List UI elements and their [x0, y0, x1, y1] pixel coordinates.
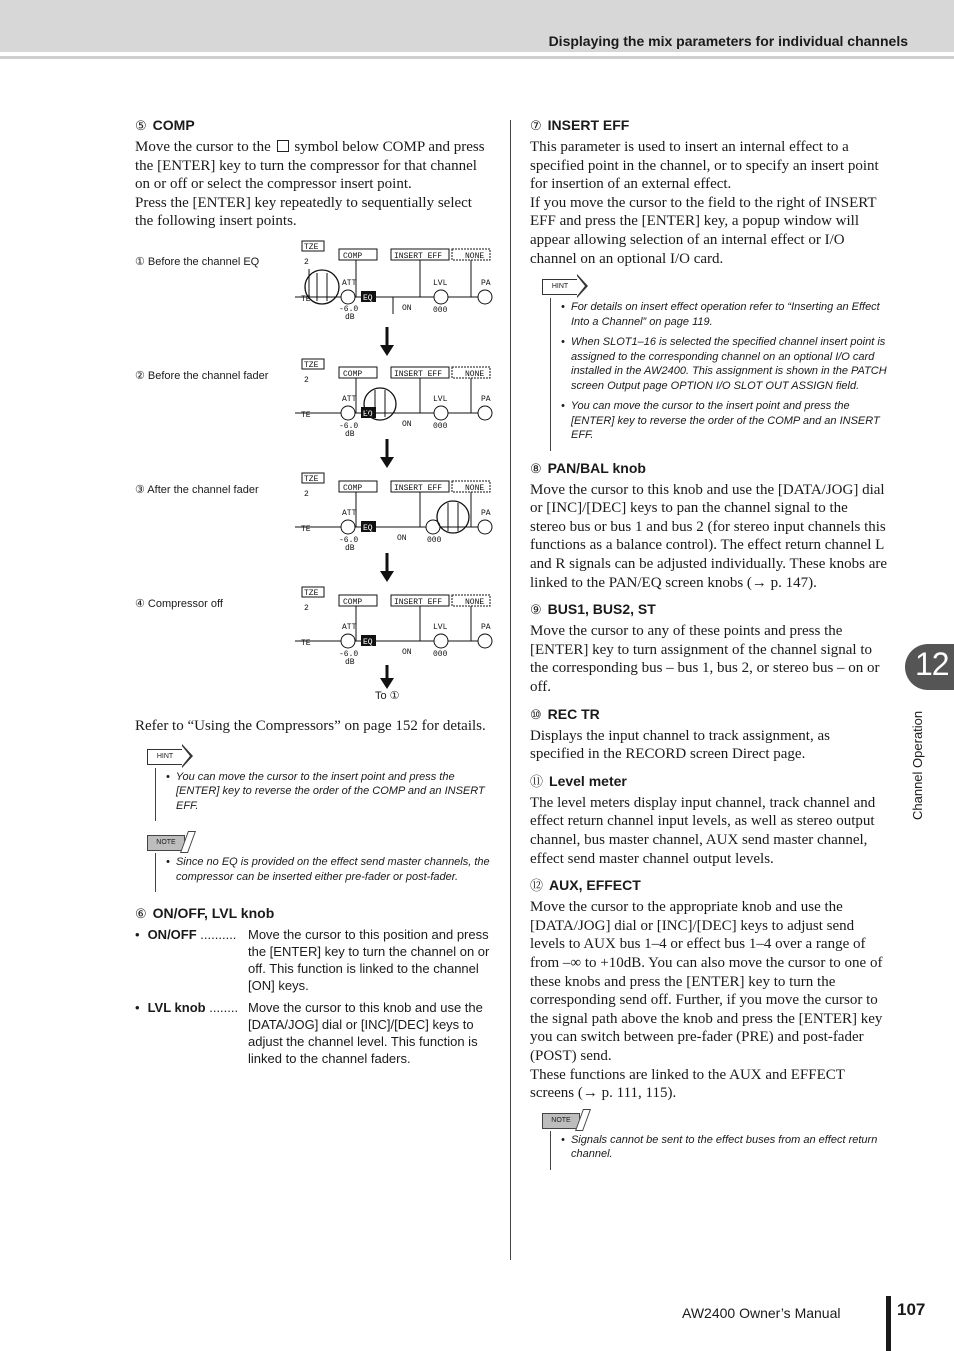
column-divider — [510, 120, 511, 1260]
channel-screen-1 — [295, 239, 495, 369]
svg-text:TZE: TZE — [304, 360, 319, 370]
svg-text:TE: TE — [301, 294, 311, 304]
note-item: • Since no EQ is provided on the effect send master channels, the compressor can be inserted either pre-fader or post-fader. — [166, 856, 490, 883]
svg-text:2: 2 — [304, 603, 309, 613]
section-heading-rectr — [530, 705, 887, 724]
insert-eff-field: INSERT EFF — [394, 369, 443, 379]
term-label: LVL knob — [147, 1000, 206, 1016]
on-label: ON — [402, 647, 412, 657]
svg-text:TE: TE — [301, 410, 311, 420]
arrow-down-icon — [380, 553, 394, 583]
none-field: NONE — [465, 369, 485, 379]
section-number: ⑤ — [135, 118, 147, 133]
note-item: • Signals cannot be sent to the effect buses from an effect return channel. — [561, 1133, 878, 1161]
aux-paragraph-2: These functions are linked to the AUX and EFFECT screens (→ p. 111, 115). — [530, 1066, 845, 1102]
leader-dots: ........ — [209, 1000, 239, 1016]
arrow-down-icon — [380, 327, 394, 357]
note-body — [155, 853, 492, 892]
channel-screen-4 — [295, 585, 495, 675]
note-tag-label: NOTE — [147, 835, 185, 851]
diagram-label-1: ① Before the channel EQ — [135, 255, 260, 268]
hint-item: • You can move the cursor to the insert point and press the [ENTER] key to reverse the order of the COMP and an INSERT EFF. — [166, 770, 485, 812]
eq-block: EQ — [363, 293, 373, 303]
section-title: PAN/BAL knob — [547, 459, 646, 476]
lvl-label: LVL — [433, 622, 448, 632]
running-header: Displaying the mix parameters for individual channels — [548, 33, 908, 49]
section-number: ⑫ — [530, 878, 544, 894]
section-title: BUS1, BUS2, ST — [547, 601, 656, 618]
chapter-label: Channel Operation — [910, 710, 925, 820]
insert-eff-field: INSERT EFF — [394, 483, 443, 493]
eq-block: EQ — [363, 523, 373, 533]
right-column — [530, 116, 887, 1170]
channel-screen-3 — [295, 471, 495, 571]
comp-paragraph-2: Press the [ENTER] key repeatedly to sequentially select the following insert points. — [135, 194, 472, 230]
note-tag-icon — [542, 1109, 588, 1131]
left-column — [135, 116, 492, 1072]
svg-text:-6.0: -6.0 — [339, 649, 359, 659]
svg-text:-6.0: -6.0 — [339, 304, 359, 314]
comp-field: COMP — [343, 251, 363, 261]
to-label: To ① — [375, 689, 400, 702]
eq-block: EQ — [363, 409, 373, 419]
section-number: ⑦ — [530, 118, 542, 133]
note-box-left — [135, 831, 492, 892]
att-label: ATT — [342, 622, 357, 632]
note-box-right — [530, 1109, 887, 1170]
comp-text-before: Move the cursor to the — [135, 139, 271, 155]
svg-text:PA: PA — [481, 278, 491, 288]
comp-paragraph-1 — [135, 138, 492, 194]
section-number: ⑩ — [530, 706, 542, 722]
definition-term: • ON/OFF .......... — [135, 927, 237, 943]
none-field: NONE — [465, 483, 485, 493]
on-label: ON — [397, 533, 407, 543]
svg-text:PA: PA — [481, 622, 491, 632]
note-tag-icon — [147, 831, 193, 853]
aux-paragraph-1: Move the cursor to the appropriate knob and use the [DATA/JOG] dial or [INC]/[DEC] keys to adjust send levels to AUX bus 1–4 or effect bus 1–4 over a range of from –∞ to +10dB. You can also move the cursor to one of these knobs and press the [ENTER] key to turn the corresponding send off. Further, if you move the cursor to the signal path above the knob and press the [ENTER] key you can switch between pre-fader (PRE) and post-fader (POST) send. — [530, 899, 883, 1064]
section-title: INSERT EFF — [547, 117, 630, 133]
definition-lvl-knob — [135, 999, 492, 1067]
svg-text:TZE: TZE — [304, 242, 319, 252]
svg-text:-6.0: -6.0 — [339, 535, 359, 545]
comp-field: COMP — [343, 597, 363, 607]
section-number: ⑪ — [530, 773, 544, 789]
insert-eff-field: INSERT EFF — [394, 597, 443, 607]
svg-text:PA: PA — [481, 394, 491, 404]
svg-text:2: 2 — [304, 375, 309, 385]
att-label: ATT — [342, 278, 357, 288]
svg-text:000: 000 — [433, 421, 448, 431]
rectr-paragraph: Displays the input channel to track assignment, as specified in the RECORD screen Direct page. — [530, 727, 830, 763]
definition-desc: Move the cursor to this position and press the [ENTER] key to turn the channel on or off. This function is linked to the channel [ON] keys. — [248, 927, 490, 994]
svg-text:TZE: TZE — [304, 474, 319, 484]
att-label: ATT — [342, 508, 357, 518]
lvl-label: LVL — [433, 278, 448, 288]
section-number: ⑥ — [135, 906, 147, 922]
comp-text-after: symbol below COMP and press the [ENTER] key to turn the compressor for that channel on or off or select the compressor insert point. — [135, 139, 485, 193]
section-title: Level meter — [549, 772, 627, 789]
refer-paragraph: Refer to “Using the Compressors” on page 152 for details. — [135, 717, 486, 734]
hint-item: • For details on insert effect operation refer to “Inserting an Effect Into a Channel” on page 119. — [561, 301, 880, 328]
hint-item: • When SLOT1–16 is selected the specified channel insert point is assigned to the corresponding channel on an optional I/O card installed in the AW2400. This assignment is shown in the PATCH screen Output page OPTION I/O SLOT OUT ASSIGN field. — [561, 336, 887, 392]
att-label: ATT — [342, 394, 357, 404]
eq-block: EQ — [363, 637, 373, 647]
lvl-label: LVL — [433, 394, 448, 404]
hint-tag-icon — [542, 274, 588, 298]
hint-tag-icon — [147, 744, 193, 768]
comp-field: COMP — [343, 483, 363, 493]
insert-point-diagram — [135, 239, 492, 702]
footer-bar — [886, 1296, 891, 1351]
svg-text:2: 2 — [304, 257, 309, 267]
note-item-text: Since no EQ is provided on the effect send master channels, the compressor can be inserted either pre-fader or post-fader. — [175, 856, 490, 883]
svg-text:000: 000 — [433, 305, 448, 315]
none-field: NONE — [465, 597, 485, 607]
svg-text:000: 000 — [427, 535, 442, 545]
channel-screen-2 — [295, 357, 495, 457]
hint-box-right — [530, 274, 887, 451]
insert-paragraph-2: If you move the cursor to the field to the right of INSERT EFF and press the [ENTER] key, a popup window will appear allowing selection of an internal effect or I/O channel on an optional I/O card. — [530, 194, 877, 267]
section-heading-onoff — [135, 904, 492, 923]
svg-text:-6.0: -6.0 — [339, 421, 359, 431]
svg-text:dB: dB — [345, 543, 355, 553]
hint-tag-label: HINT — [147, 749, 183, 765]
on-label: ON — [402, 419, 412, 429]
arrow-down-icon — [380, 439, 394, 469]
hint-tag-label: HINT — [542, 279, 578, 295]
svg-text:dB: dB — [345, 312, 355, 322]
page-number: 107 — [897, 1300, 926, 1319]
svg-text:000: 000 — [433, 649, 448, 659]
note-body — [550, 1131, 887, 1170]
footer-manual-title: AW2400 Owner’s Manual — [682, 1305, 841, 1321]
definition-desc: Move the cursor to this knob and use the [DATA/JOG] dial or [INC]/[DEC] keys to adjust the channel level. This function is linked to the channel faders. — [248, 1000, 483, 1067]
section-number: ⑨ — [530, 602, 542, 618]
svg-text:dB: dB — [345, 657, 355, 667]
note-tag-label: NOTE — [542, 1113, 580, 1129]
hint-item-text: For details on insert effect operation refer to “Inserting an Effect Into a Channel” on page 119. — [570, 301, 880, 328]
svg-text:TE: TE — [301, 638, 311, 648]
section-heading-level — [530, 772, 887, 791]
section-title: COMP — [152, 117, 195, 133]
hint-body — [155, 768, 492, 822]
hint-box-left — [135, 744, 492, 822]
svg-text:TZE: TZE — [304, 588, 319, 598]
svg-text:dB: dB — [345, 429, 355, 439]
on-label: ON — [402, 303, 412, 313]
insert-eff-field: INSERT EFF — [394, 251, 443, 261]
definition-term: • LVL knob ........ — [135, 1000, 239, 1016]
section-title: AUX, EFFECT — [549, 877, 641, 894]
section-heading-aux — [530, 876, 887, 895]
section-heading-bus — [530, 600, 887, 619]
diagram-label-4: ④ Compressor off — [135, 597, 223, 610]
definition-onoff — [135, 926, 492, 994]
section-heading-insert — [530, 116, 887, 135]
term-label: ON/OFF — [147, 927, 197, 943]
diagram-label-2: ② Before the channel fader — [135, 369, 269, 382]
header-rule — [0, 56, 954, 59]
diagram-label-3: ③ After the channel fader — [135, 483, 259, 496]
svg-text:2: 2 — [304, 489, 309, 499]
cursor-box-symbol — [277, 140, 289, 152]
hint-item: • You can move the cursor to the insert point and press the [ENTER] key to reverse the order of the COMP and an INSERT EFF. — [561, 400, 880, 442]
leader-dots: .......... — [200, 927, 237, 943]
bus-paragraph: Move the cursor to any of these points and press the [ENTER] key to turn assignment of the channel signal to the corresponding bus – bus 1, bus 2, or stereo bus – on or off. — [530, 623, 880, 695]
comp-field: COMP — [343, 369, 363, 379]
level-paragraph: The level meters display input channel, track channel and effect return channel input levels, as well as stereo output channel, bus master channel, AUX send master channel, effect send master channel output levels. — [530, 794, 876, 867]
section-number: ⑧ — [530, 460, 542, 476]
section-heading-panbal — [530, 459, 887, 478]
hint-body — [550, 298, 887, 451]
none-field: NONE — [465, 251, 485, 261]
svg-text:TE: TE — [301, 524, 311, 534]
hint-item-text: You can move the cursor to the insert point and press the [ENTER] key to reverse the order of the COMP and an INSERT EFF. — [570, 400, 880, 442]
hint-item-text: When SLOT1–16 is selected the specified channel insert point is assigned to the corresponding channel on an optional I/O card installed in the AW2400. This assignment is shown in the PATCH screen Output page OPTION I/O SLOT OUT ASSIGN field. — [570, 336, 887, 392]
insert-paragraph-1: This parameter is used to insert an internal effect to a specified point in the channel, or to specify an insert point for insertion of an external effect. — [530, 139, 879, 193]
chapter-number: 12 — [915, 646, 949, 682]
svg-text:PA: PA — [481, 508, 491, 518]
section-heading-comp — [135, 116, 492, 135]
note-item-text: Signals cannot be sent to the effect buses from an effect return channel. — [570, 1133, 878, 1161]
arrow-down-icon — [380, 665, 394, 691]
hint-item-text: You can move the cursor to the insert point and press the [ENTER] key to reverse the order of the COMP and an INSERT EFF. — [175, 770, 485, 812]
section-title: ON/OFF, LVL knob — [152, 905, 275, 922]
panbal-paragraph: Move the cursor to this knob and use the [DATA/JOG] dial or [INC]/[DEC] keys to pan the channel signal to the stereo bus or bus 1 and bus 2 (for stereo input channels this functions as a balance control). The effect return channel L and R signals can be adjusted individually. These knobs are linked to the PAN/EQ screen knobs (→ p. 147). — [530, 481, 888, 591]
section-title: REC TR — [547, 705, 600, 722]
